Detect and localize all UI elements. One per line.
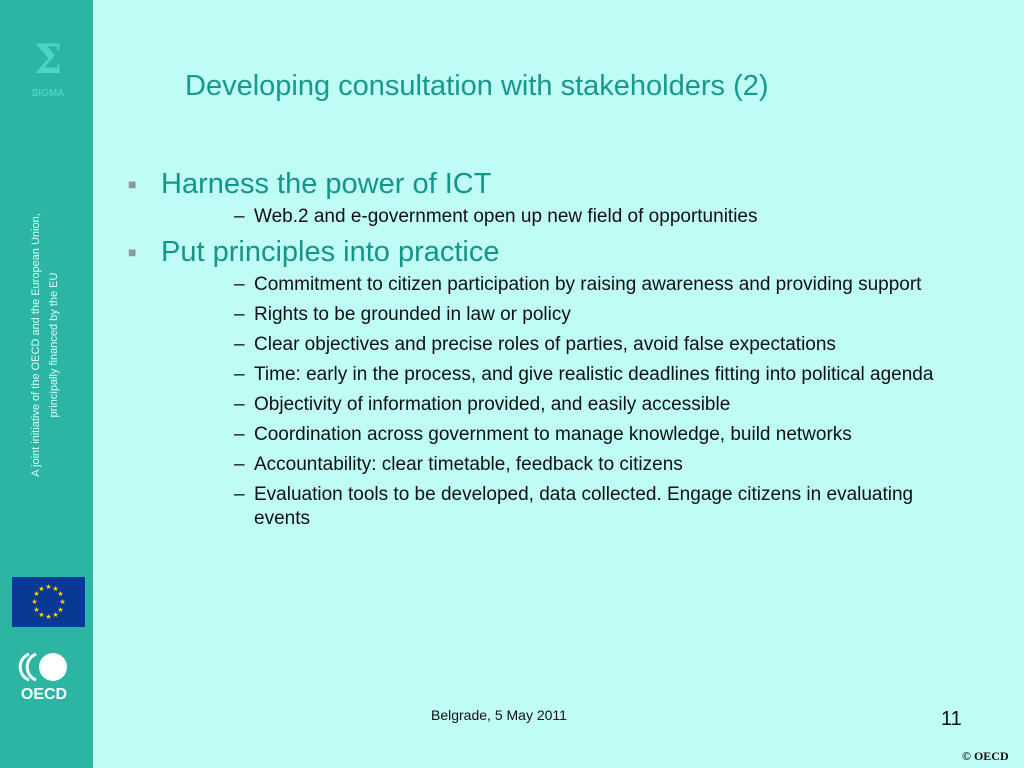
sigma-logo [24,36,72,100]
footer-location-date: Belgrade, 5 May 2011 [431,707,567,723]
sidebar-vertical-text [15,170,75,520]
list-item: – Time: early in the process, and give realistic deadlines fitting into political agenda [234,363,944,387]
sidebar-vertical-line-2: principally financed by the EU [48,272,60,418]
list-item: – Clear objectives and precise roles of parties, avoid false expectations [234,333,944,357]
list-item: – Evaluation tools to be developed, data collected. Engage citizens in evaluating events [234,483,944,531]
sidebar [0,0,93,768]
svg-text:★: ★ [33,606,40,614]
svg-text:★: ★ [38,611,45,619]
oecd-logo-text: OECD [20,686,68,702]
svg-text:★: ★ [45,613,52,621]
svg-text:★: ★ [33,590,40,598]
sidebar-vertical-line-1: A joint initiative of the OECD and the European Union, [30,213,42,477]
list-item: – Objectivity of information provided, and easily accessible [234,393,944,417]
section-heading-principles: ■ Put principles into practice [128,235,1008,270]
oecd-logo [15,650,73,702]
oecd-emblem-icon [20,653,67,681]
list-item: – Accountability: clear timetable, feedback to citizens [234,453,944,477]
list-item: – Commitment to citizen participation by raising awareness and providing support [234,273,944,297]
list-item: – Web.2 and e-government open up new field of opportunities [234,205,944,229]
svg-text:★: ★ [45,583,52,591]
sigma-logo-text: SIGMA [31,88,65,99]
section-heading-ict: ■ Harness the power of ICT [128,167,1008,202]
svg-text:★: ★ [38,585,45,593]
eu-flag-icon [12,577,85,627]
list-item: – Coordination across government to manage knowledge, build networks [234,423,944,447]
svg-text:★: ★ [52,585,59,593]
svg-text:★: ★ [57,590,64,598]
slide-number: 11 [941,708,962,730]
svg-text:★: ★ [59,598,66,606]
slide-title: Developing consultation with stakeholders (2) [185,70,769,102]
copyright-notice: © OECD [962,749,1009,763]
svg-text:★: ★ [31,598,38,606]
svg-text:★: ★ [57,606,64,614]
svg-text:★: ★ [52,611,59,619]
list-item: – Rights to be grounded in law or policy [234,303,944,327]
sigma-icon: Σ [33,36,63,83]
slide-content [128,167,1008,537]
